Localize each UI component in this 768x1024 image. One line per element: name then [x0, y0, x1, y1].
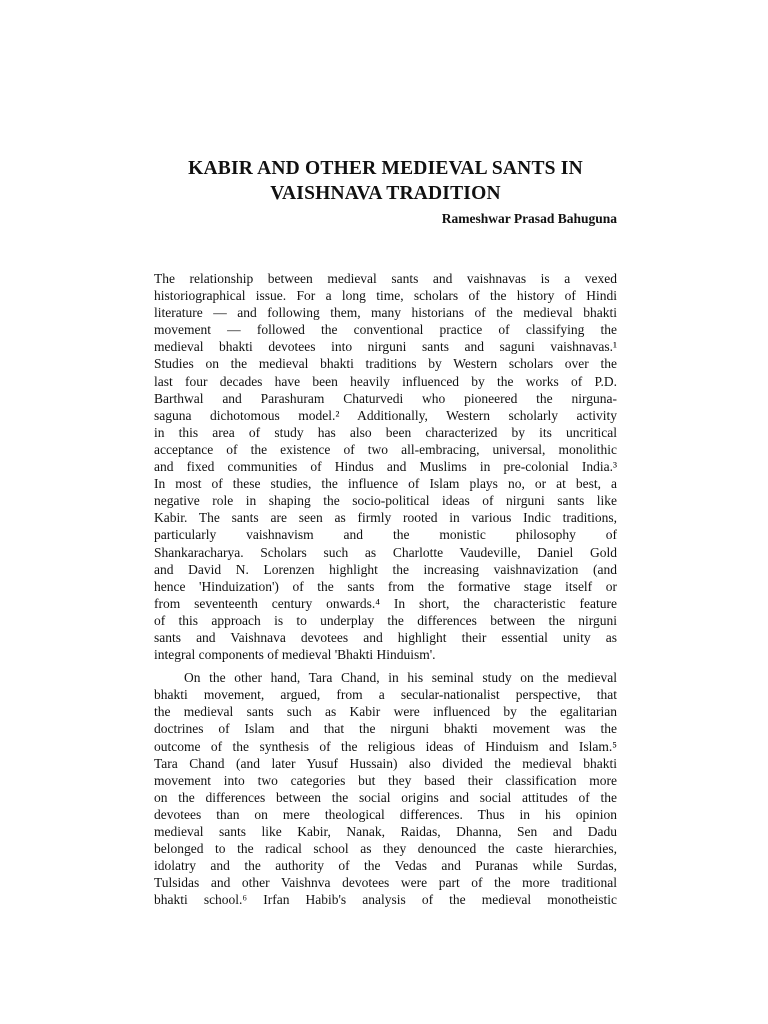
body-line: from seventeenth century onwards.⁴ In short, the characteristic feature [154, 595, 617, 611]
body-line: of this approach is to underplay the differences between the nirguni [154, 612, 617, 628]
body-line: The relationship between medieval sants and vaishnavas is a vexed [154, 271, 617, 286]
body-line: Barthwal and Parashuram Chaturvedi who pioneered the nirguna- [154, 390, 617, 406]
body-line: belonged to the radical school as they denounced the caste hierarchies, [154, 841, 617, 857]
body-line: bhakti movement, argued, from a secular-nationalist perspective, that [154, 687, 617, 703]
body-line: sants and Vaishnava devotees and highlight their essential unity as [154, 629, 617, 645]
body-line: outcome of the synthesis of the religious ideas of Hinduism and Islam.⁵ [154, 738, 617, 754]
body-line: on the differences between the social origins and social attitudes of the [154, 789, 617, 805]
body-line: doctrines of Islam and that the nirguni bhakti movement was the [154, 721, 617, 737]
body-line: devotees than on mere theological differences. Thus in his opinion [154, 806, 617, 822]
body-line: movement into two categories but they based their classification more [154, 772, 617, 788]
article-body [154, 270, 617, 908]
body-line: Tulsidas and other Vaishnva devotees were part of the more traditional [154, 875, 617, 891]
body-line: particularly vaishnavism and the monistic philosophy of [154, 527, 617, 543]
body-line: negative role in shaping the socio-political ideas of nirguni sants like [154, 493, 617, 509]
body-line: medieval sants like Kabir, Nanak, Raidas, Dhanna, Sen and Dadu [154, 824, 617, 839]
paragraph-1 [154, 270, 617, 663]
body-line: the medieval sants such as Kabir were influenced by the egalitarian [154, 704, 617, 720]
title-line-2: VAISHNAVA TRADITION [270, 183, 501, 204]
article-title [154, 156, 617, 206]
body-line: Tara Chand (and later Yusuf Hussain) also divided the medieval bhakti [154, 755, 617, 771]
body-line: historiographical issue. For a long time, scholars of the history of Hindi [154, 288, 617, 304]
body-line: acceptance of the existence of two all-embracing, universal, monolithic [154, 441, 617, 457]
body-line: Shankaracharya. Scholars such as Charlotte Vaudeville, Daniel Gold [154, 544, 617, 560]
body-line: movement — followed the conventional practice of classifying the [154, 322, 617, 338]
body-line: in this area of study has also been characterized by its uncritical [154, 424, 617, 440]
title-line-1: KABIR AND OTHER MEDIEVAL SANTS IN [188, 158, 583, 179]
body-line: In most of these studies, the influence of Islam plays no, or at best, a [154, 476, 617, 492]
body-line: literature — and following them, many historians of the medieval bhakti [154, 305, 617, 321]
body-line: On the other hand, Tara Chand, in his seminal study on the medieval [184, 670, 617, 686]
body-line: Studies on the medieval bhakti traditions by Western scholars over the [154, 356, 617, 372]
body-line: saguna dichotomous model.² Additionally, Western scholarly activity [154, 407, 617, 423]
body-line: idolatry and the authority of the Vedas and Puranas while Surdas, [154, 858, 617, 874]
paragraph-2 [154, 669, 617, 908]
article-page [154, 156, 617, 908]
body-line: hence 'Hinduization') of the sants from the formative stage itself or [154, 578, 617, 594]
body-line: and David N. Lorenzen highlight the increasing vaishnavization (and [154, 561, 617, 577]
article-author: Rameshwar Prasad Bahuguna [441, 211, 617, 226]
body-line: medieval bhakti devotees into nirguni sants and saguni vaishnavas.¹ [154, 339, 617, 355]
body-line: integral components of medieval 'Bhakti Hinduism'. [154, 647, 436, 663]
body-line: Kabir. The sants are seen as firmly rooted in various Indic traditions, [154, 510, 617, 526]
body-line: last four decades have been heavily influenced by the works of P.D. [154, 373, 617, 389]
body-line: and fixed communities of Hindus and Muslims in pre-colonial India.³ [154, 459, 617, 475]
body-line: bhakti school.⁶ Irfan Habib's analysis of the medieval monotheistic [154, 892, 617, 908]
